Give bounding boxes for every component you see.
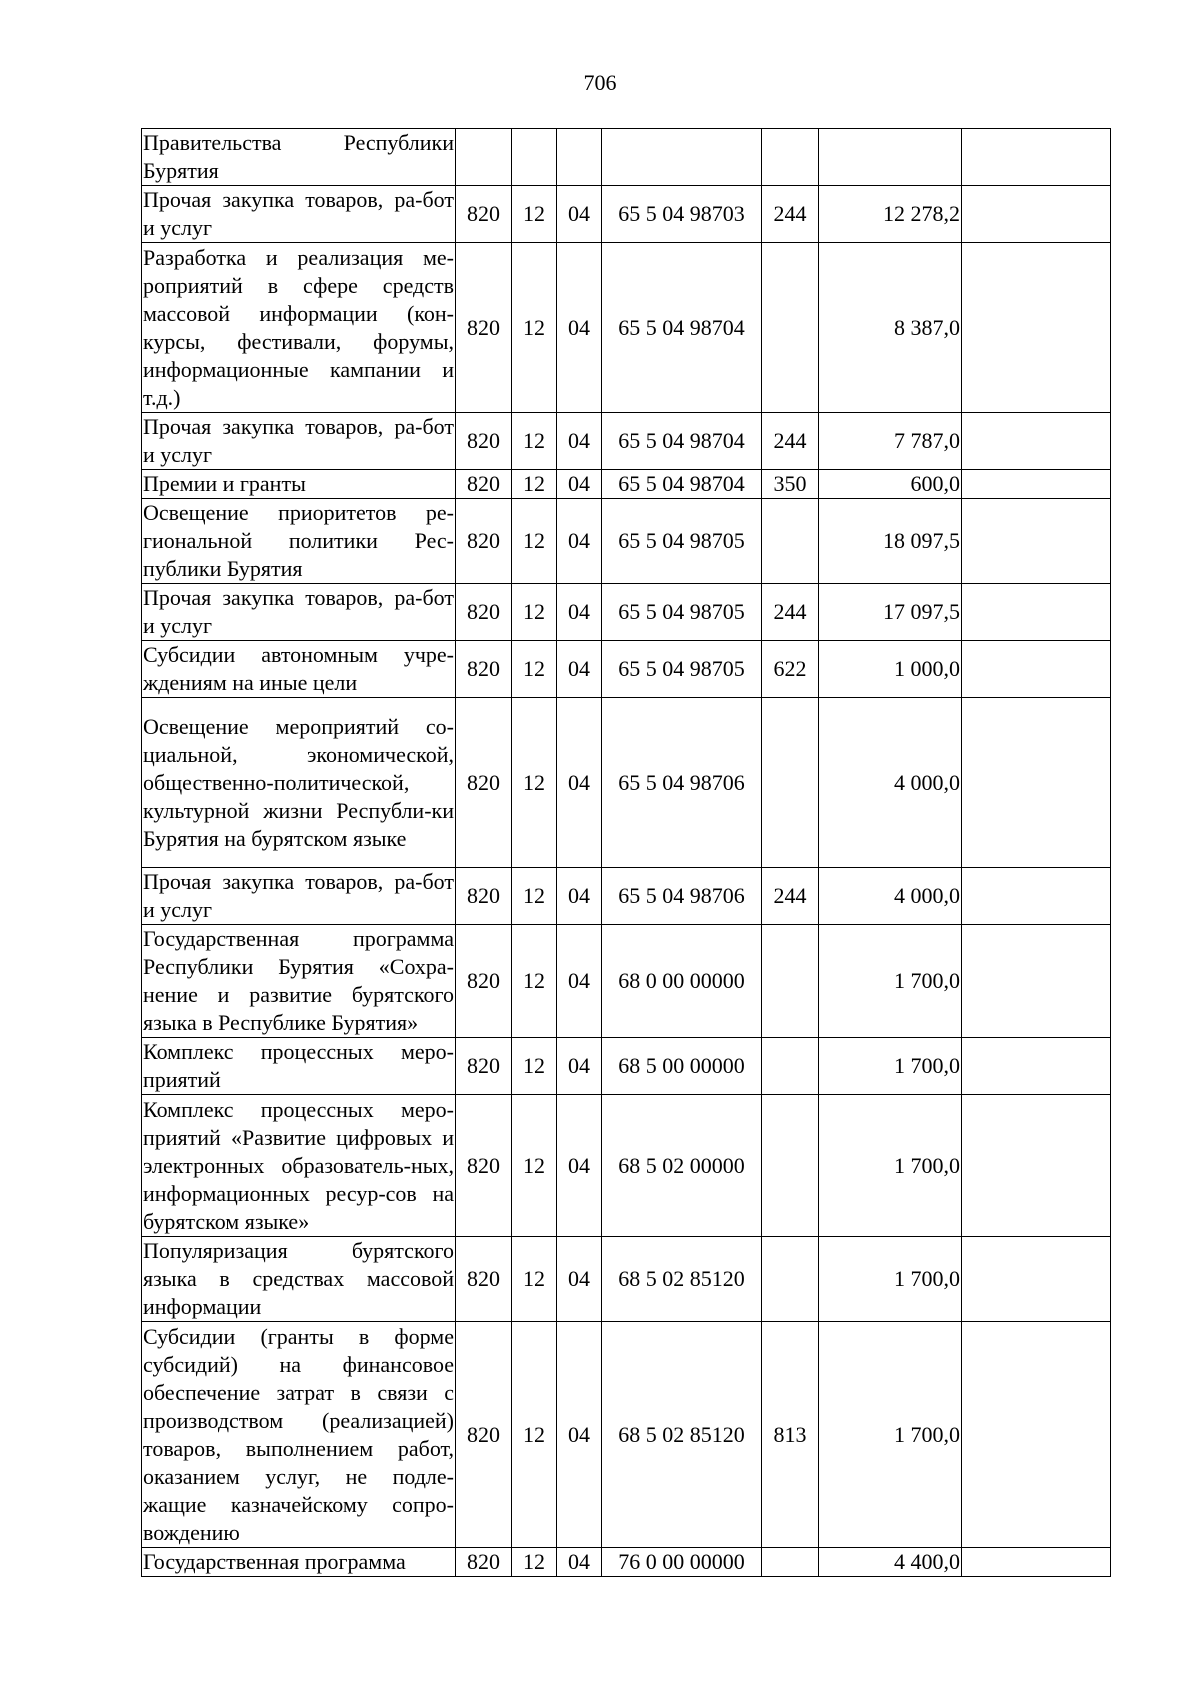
dept-code: 820: [456, 698, 512, 868]
row-description: Популяризация бурятского языка в средствах массовой информации: [142, 1237, 456, 1322]
section-code: 12: [512, 499, 557, 584]
extra-amount: [962, 1038, 1111, 1095]
subsection-code: 04: [557, 698, 602, 868]
row-description: Субсидии (гранты в форме субсидий) на финансовое обеспечение затрат в связи с производством (реализацией) товаров, выполнением работ, оказанием услуг, не подле-жащие казначейскому сопро-вождению: [142, 1322, 456, 1548]
section-code: 12: [512, 698, 557, 868]
extra-amount: [962, 868, 1111, 925]
table-row: [142, 641, 1111, 698]
expense-type-code: [762, 1237, 819, 1322]
target-article-code: 65 5 04 98703: [602, 186, 762, 243]
expense-type-code: [762, 499, 819, 584]
subsection-code: 04: [557, 413, 602, 470]
target-article-code: 65 5 04 98706: [602, 698, 762, 868]
row-description: Государственная программа: [142, 1548, 456, 1577]
dept-code: 820: [456, 1237, 512, 1322]
extra-amount: [962, 641, 1111, 698]
dept-code: 820: [456, 868, 512, 925]
expense-type-code: 244: [762, 413, 819, 470]
dept-code: 820: [456, 243, 512, 413]
expense-type-code: 813: [762, 1322, 819, 1548]
target-article-code: 65 5 04 98705: [602, 499, 762, 584]
section-code: 12: [512, 1038, 557, 1095]
extra-amount: [962, 925, 1111, 1038]
subsection-code: 04: [557, 243, 602, 413]
section-code: 12: [512, 470, 557, 499]
amount: 4 000,0: [819, 698, 962, 868]
row-description: Прочая закупка товаров, ра-бот и услуг: [142, 584, 456, 641]
extra-amount: [962, 470, 1111, 499]
amount: 1 000,0: [819, 641, 962, 698]
section-code: 12: [512, 186, 557, 243]
subsection-code: 04: [557, 1322, 602, 1548]
amount: 1 700,0: [819, 1237, 962, 1322]
amount: [819, 129, 962, 186]
extra-amount: [962, 499, 1111, 584]
amount: 12 278,2: [819, 186, 962, 243]
amount: 1 700,0: [819, 1038, 962, 1095]
expense-type-code: 244: [762, 584, 819, 641]
target-article-code: 65 5 04 98705: [602, 584, 762, 641]
subsection-code: 04: [557, 925, 602, 1038]
section-code: 12: [512, 641, 557, 698]
dept-code: [456, 129, 512, 186]
section-code: 12: [512, 1095, 557, 1237]
target-article-code: 68 5 00 00000: [602, 1038, 762, 1095]
amount: 18 097,5: [819, 499, 962, 584]
subsection-code: 04: [557, 1038, 602, 1095]
amount: 4 000,0: [819, 868, 962, 925]
dept-code: 820: [456, 1322, 512, 1548]
target-article-code: 65 5 04 98705: [602, 641, 762, 698]
table-row: [142, 243, 1111, 413]
table-row: [142, 1548, 1111, 1577]
budget-table: [141, 128, 1111, 1577]
amount: 600,0: [819, 470, 962, 499]
row-description: Прочая закупка товаров, ра-бот и услуг: [142, 868, 456, 925]
section-code: 12: [512, 1548, 557, 1577]
extra-amount: [962, 1548, 1111, 1577]
section-code: [512, 129, 557, 186]
dept-code: 820: [456, 186, 512, 243]
subsection-code: 04: [557, 499, 602, 584]
expense-type-code: 350: [762, 470, 819, 499]
table-row: [142, 584, 1111, 641]
amount: 8 387,0: [819, 243, 962, 413]
target-article-code: 76 0 00 00000: [602, 1548, 762, 1577]
dept-code: 820: [456, 1548, 512, 1577]
amount: 17 097,5: [819, 584, 962, 641]
expense-type-code: [762, 698, 819, 868]
target-article-code: 65 5 04 98704: [602, 413, 762, 470]
section-code: 12: [512, 925, 557, 1038]
table-row: [142, 1095, 1111, 1237]
expense-type-code: [762, 1548, 819, 1577]
dept-code: 820: [456, 925, 512, 1038]
dept-code: 820: [456, 584, 512, 641]
target-article-code: 68 0 00 00000: [602, 925, 762, 1038]
amount: 7 787,0: [819, 413, 962, 470]
expense-type-code: [762, 129, 819, 186]
expense-type-code: 244: [762, 868, 819, 925]
expense-type-code: 244: [762, 186, 819, 243]
target-article-code: 65 5 04 98704: [602, 470, 762, 499]
subsection-code: 04: [557, 1548, 602, 1577]
dept-code: 820: [456, 413, 512, 470]
table-row: [142, 129, 1111, 186]
table-row: [142, 470, 1111, 499]
table-row: [142, 1038, 1111, 1095]
dept-code: 820: [456, 1095, 512, 1237]
subsection-code: 04: [557, 1095, 602, 1237]
row-description: Прочая закупка товаров, ра-бот и услуг: [142, 413, 456, 470]
extra-amount: [962, 698, 1111, 868]
table-row: [142, 499, 1111, 584]
target-article-code: 65 5 04 98704: [602, 243, 762, 413]
table-body: [142, 129, 1111, 1577]
target-article-code: [602, 129, 762, 186]
extra-amount: [962, 243, 1111, 413]
extra-amount: [962, 1095, 1111, 1237]
table-row: [142, 413, 1111, 470]
row-description: Разработка и реализация ме-роприятий в сфере средств массовой информации (кон-курсы, фестивали, форумы, информационные кампании и т.д.): [142, 243, 456, 413]
row-description: Премии и гранты: [142, 470, 456, 499]
table-row: [142, 1322, 1111, 1548]
subsection-code: 04: [557, 641, 602, 698]
amount: 1 700,0: [819, 925, 962, 1038]
expense-type-code: [762, 1038, 819, 1095]
target-article-code: 68 5 02 85120: [602, 1322, 762, 1548]
row-description: Освещение мероприятий со-циальной, экономической, общественно-политической, культурной жизни Республи-ки Бурятия на бурятском языке: [142, 698, 456, 868]
section-code: 12: [512, 1322, 557, 1548]
row-description: Комплекс процессных меро-приятий: [142, 1038, 456, 1095]
amount: 1 700,0: [819, 1322, 962, 1548]
dept-code: 820: [456, 641, 512, 698]
dept-code: 820: [456, 470, 512, 499]
extra-amount: [962, 1237, 1111, 1322]
extra-amount: [962, 129, 1111, 186]
section-code: 12: [512, 584, 557, 641]
table-row: [142, 868, 1111, 925]
target-article-code: 68 5 02 00000: [602, 1095, 762, 1237]
row-description: Правительства Республики Бурятия: [142, 129, 456, 186]
amount: 1 700,0: [819, 1095, 962, 1237]
subsection-code: 04: [557, 584, 602, 641]
page-number: 706: [583, 70, 617, 95]
extra-amount: [962, 413, 1111, 470]
subsection-code: 04: [557, 470, 602, 499]
subsection-code: 04: [557, 1237, 602, 1322]
extra-amount: [962, 186, 1111, 243]
extra-amount: [962, 1322, 1111, 1548]
table-row: [142, 925, 1111, 1038]
row-description: Государственная программа Республики Бурятия «Сохра-нение и развитие бурятского языка в Республике Бурятия»: [142, 925, 456, 1038]
extra-amount: [962, 584, 1111, 641]
section-code: 12: [512, 243, 557, 413]
subsection-code: [557, 129, 602, 186]
amount: 4 400,0: [819, 1548, 962, 1577]
table-row: [142, 186, 1111, 243]
section-code: 12: [512, 1237, 557, 1322]
target-article-code: 65 5 04 98706: [602, 868, 762, 925]
dept-code: 820: [456, 499, 512, 584]
subsection-code: 04: [557, 186, 602, 243]
expense-type-code: [762, 243, 819, 413]
row-description: Освещение приоритетов ре-гиональной политики Рес-публики Бурятия: [142, 499, 456, 584]
target-article-code: 68 5 02 85120: [602, 1237, 762, 1322]
row-description: Субсидии автономным учре-ждениям на иные цели: [142, 641, 456, 698]
expense-type-code: 622: [762, 641, 819, 698]
section-code: 12: [512, 413, 557, 470]
expense-type-code: [762, 925, 819, 1038]
table-row: [142, 1237, 1111, 1322]
table-row: [142, 698, 1111, 868]
row-description: Прочая закупка товаров, ра-бот и услуг: [142, 186, 456, 243]
subsection-code: 04: [557, 868, 602, 925]
expense-type-code: [762, 1095, 819, 1237]
row-description: Комплекс процессных меро-приятий «Развитие цифровых и электронных образователь-ных, информационных ресур-сов на бурятском языке»: [142, 1095, 456, 1237]
dept-code: 820: [456, 1038, 512, 1095]
section-code: 12: [512, 868, 557, 925]
